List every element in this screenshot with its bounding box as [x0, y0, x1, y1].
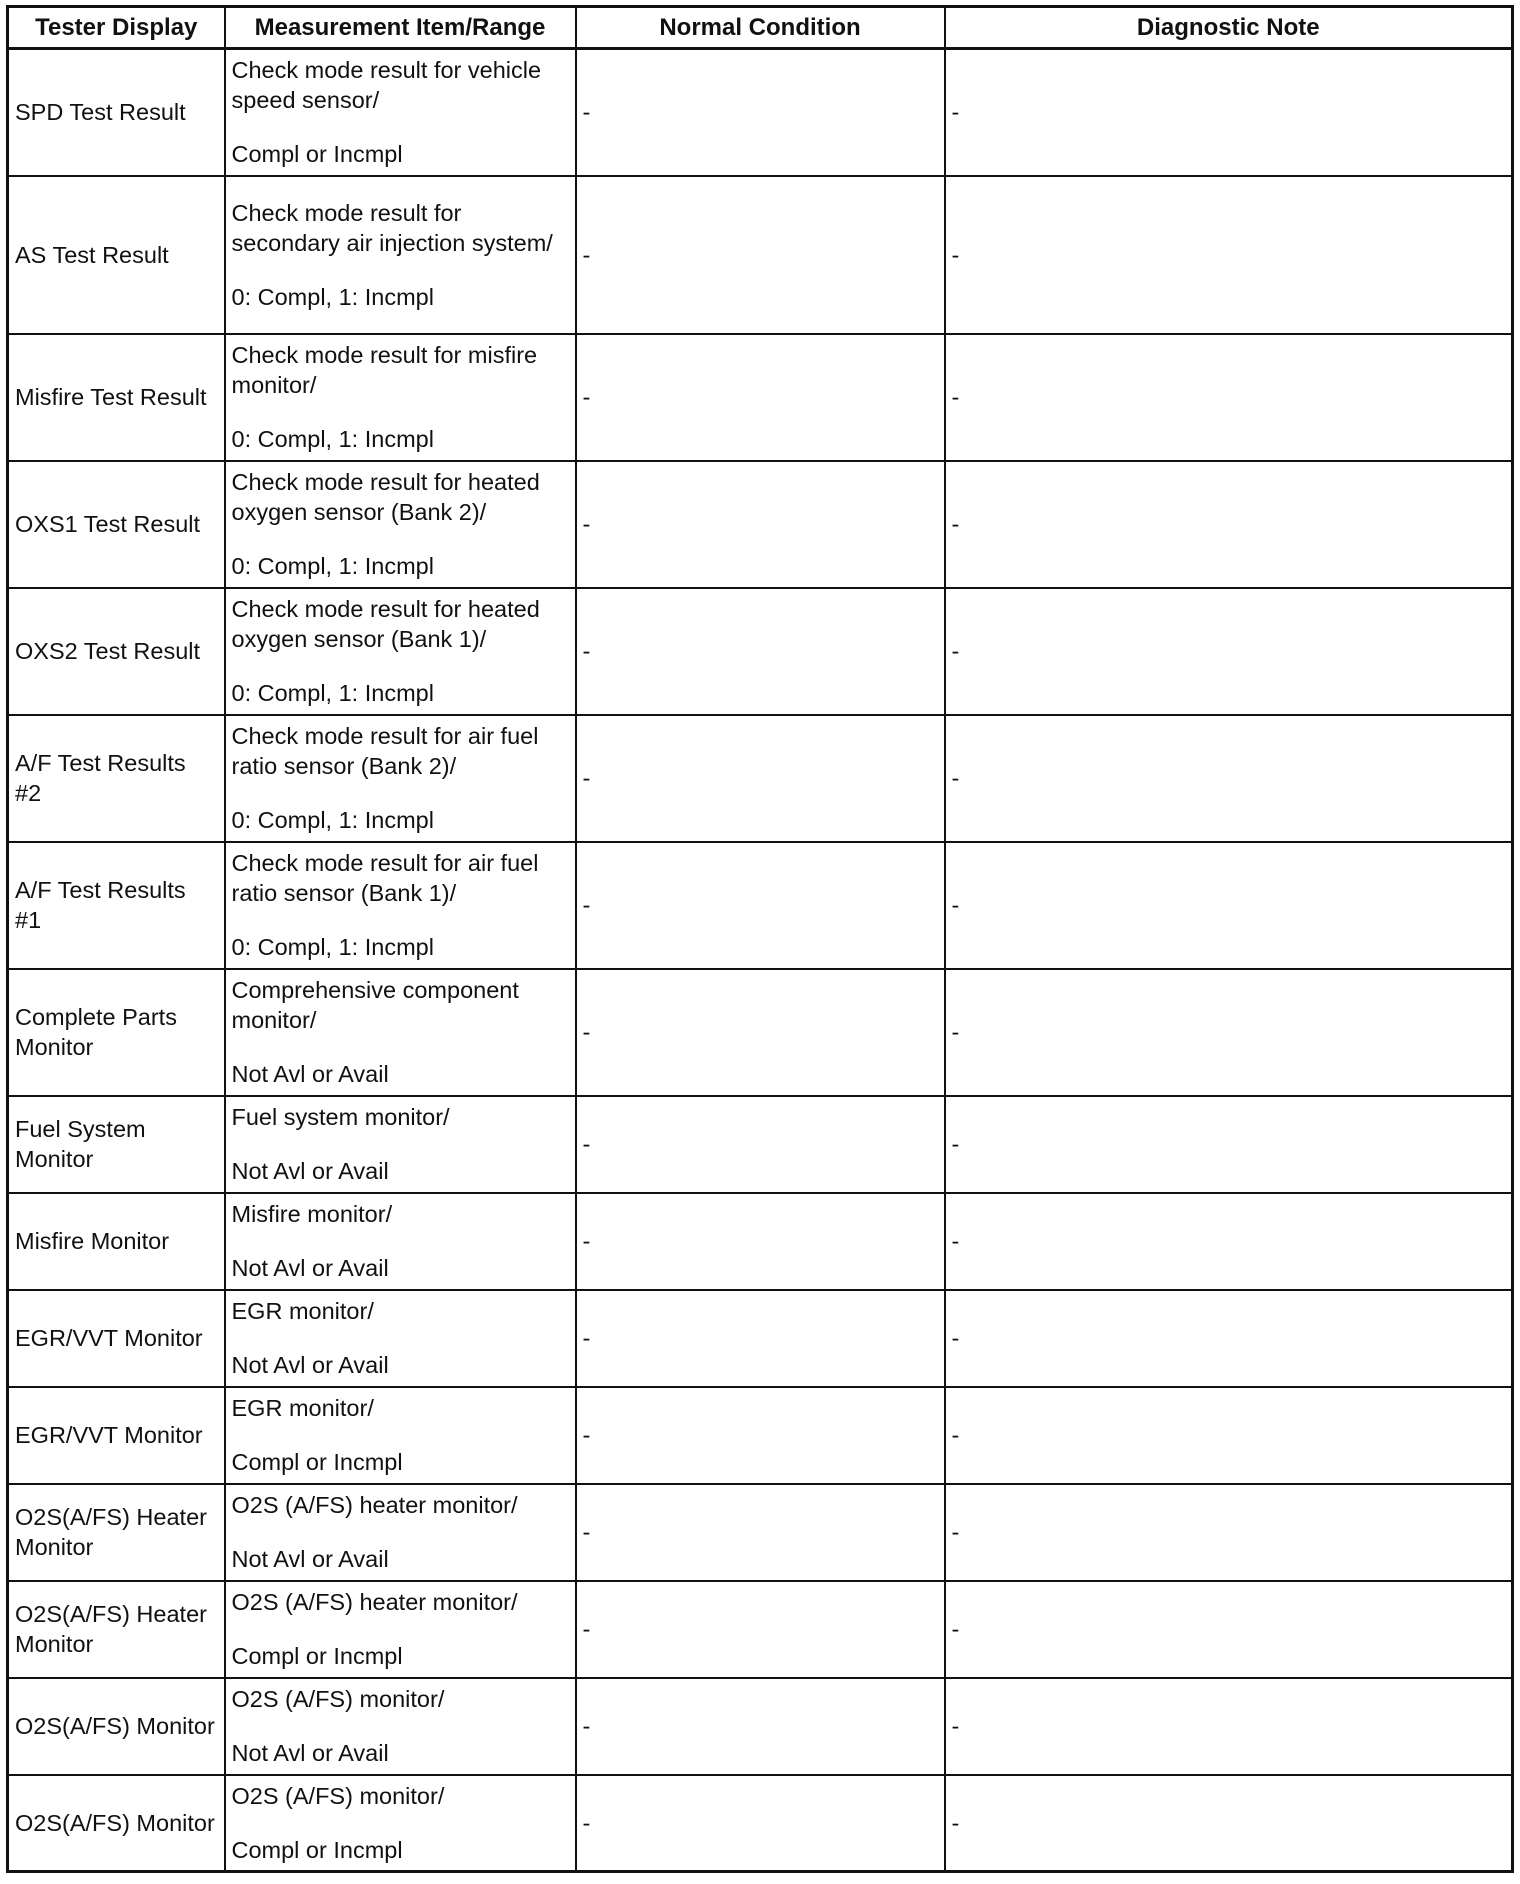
table-row — [8, 1678, 1513, 1775]
normal-condition-cell: - — [576, 588, 945, 715]
normal-condition-cell: - — [576, 1096, 945, 1193]
measurement-item-text: Check mode result for secondary air injection system/ — [231, 199, 553, 256]
diagnostic-note-cell: - — [945, 1775, 1513, 1872]
measurement-range-text: Not Avl or Avail — [231, 1546, 389, 1572]
tester-display-cell: EGR/VVT Monitor — [8, 1387, 225, 1484]
measurement-range-text: Not Avl or Avail — [231, 1740, 389, 1766]
diagnostic-note-cell: - — [945, 1096, 1513, 1193]
table-row — [8, 1581, 1513, 1678]
spacer — [232, 654, 569, 678]
diagnostic-note-cell: - — [945, 334, 1513, 461]
normal-condition-cell: - — [576, 1387, 945, 1484]
measurement-range-text: Compl or Incmpl — [231, 1449, 403, 1475]
tester-display-cell: OXS1 Test Result — [8, 461, 225, 588]
measurement-range-text: Compl or Incmpl — [231, 141, 403, 168]
tester-display-cell: O2S(A/FS) Heater Monitor — [8, 1484, 225, 1581]
tester-display-cell: AS Test Result — [8, 176, 225, 334]
normal-condition-cell: - — [576, 334, 945, 461]
spacer — [232, 400, 569, 424]
measurement-item-cell — [225, 461, 576, 588]
normal-condition-cell: - — [576, 1678, 945, 1775]
header-tester-display: Tester Display — [8, 7, 225, 49]
measurement-item-cell — [225, 1290, 576, 1387]
measurement-item-cell — [225, 969, 576, 1096]
measurement-item-text: Misfire monitor/ — [231, 1201, 393, 1227]
measurement-item-text: Check mode result for vehicle speed sensor/ — [231, 57, 542, 114]
data-list-table — [6, 5, 1514, 1873]
measurement-range-text: Compl or Incmpl — [231, 1643, 403, 1669]
spacer — [232, 1811, 569, 1835]
diagnostic-note-cell: - — [945, 1290, 1513, 1387]
spacer — [232, 908, 569, 932]
measurement-range-text: 0: Compl, 1: Incmpl — [231, 807, 434, 833]
measurement-item-text: Fuel system monitor/ — [231, 1104, 450, 1130]
measurement-item-cell — [225, 1387, 576, 1484]
table-row — [8, 1193, 1513, 1290]
spacer — [232, 781, 569, 805]
measurement-item-text: O2S (A/FS) monitor/ — [231, 1782, 445, 1809]
diagnostic-note-cell: - — [945, 1581, 1513, 1678]
measurement-item-cell — [225, 49, 576, 176]
spacer — [232, 1423, 569, 1447]
table-row — [8, 588, 1513, 715]
measurement-range-text: 0: Compl, 1: Incmpl — [231, 680, 434, 706]
tester-display-cell: O2S(A/FS) Monitor — [8, 1775, 225, 1872]
header-measurement-item: Measurement Item/Range — [225, 7, 576, 49]
measurement-item-cell — [225, 1678, 576, 1775]
measurement-item-cell — [225, 1096, 576, 1193]
table-row — [8, 969, 1513, 1096]
measurement-item-text: EGR monitor/ — [231, 1298, 374, 1324]
tester-display-cell: A/F Test Results #2 — [8, 715, 225, 842]
normal-condition-cell: - — [576, 1193, 945, 1290]
table-row — [8, 176, 1513, 334]
diagnostic-note-cell: - — [945, 461, 1513, 588]
measurement-range-text: Compl or Incmpl — [231, 1836, 403, 1863]
tester-display-cell: Fuel System Monitor — [8, 1096, 225, 1193]
table-row — [8, 1775, 1513, 1872]
diagnostic-note-cell: - — [945, 1387, 1513, 1484]
measurement-item-text: Check mode result for misfire monitor/ — [231, 342, 538, 398]
measurement-item-text: Check mode result for air fuel ratio sensor (Bank 2)/ — [231, 723, 539, 779]
tester-display-cell: A/F Test Results #1 — [8, 842, 225, 969]
tester-display-cell: EGR/VVT Monitor — [8, 1290, 225, 1387]
measurement-item-cell — [225, 334, 576, 461]
tester-display-cell: OXS2 Test Result — [8, 588, 225, 715]
tester-display-cell: SPD Test Result — [8, 49, 225, 176]
measurement-item-text: Check mode result for heated oxygen sensor (Bank 2)/ — [231, 469, 540, 525]
measurement-range-text: Not Avl or Avail — [231, 1352, 389, 1378]
measurement-item-text: O2S (A/FS) heater monitor/ — [231, 1589, 518, 1615]
normal-condition-cell: - — [576, 969, 945, 1096]
measurement-range-text: Not Avl or Avail — [231, 1061, 389, 1087]
measurement-item-cell — [225, 588, 576, 715]
spacer — [232, 115, 569, 139]
tester-display-cell: O2S(A/FS) Heater Monitor — [8, 1581, 225, 1678]
measurement-range-text: 0: Compl, 1: Incmpl — [231, 553, 434, 579]
measurement-range-text: 0: Compl, 1: Incmpl — [231, 283, 434, 310]
measurement-range-text: 0: Compl, 1: Incmpl — [231, 426, 434, 452]
table-row — [8, 1484, 1513, 1581]
table-row — [8, 461, 1513, 588]
measurement-item-text: Check mode result for heated oxygen sensor (Bank 1)/ — [231, 596, 540, 652]
measurement-item-text: Check mode result for air fuel ratio sensor (Bank 1)/ — [231, 850, 539, 906]
diagnostic-note-cell: - — [945, 1678, 1513, 1775]
spacer — [232, 1617, 569, 1641]
measurement-item-text: O2S (A/FS) monitor/ — [231, 1686, 445, 1712]
measurement-item-cell — [225, 176, 576, 334]
spacer — [232, 1132, 569, 1156]
table-row — [8, 334, 1513, 461]
table-header-row — [8, 7, 1513, 49]
measurement-item-text: Comprehensive component monitor/ — [231, 977, 519, 1033]
normal-condition-cell: - — [576, 176, 945, 334]
normal-condition-cell: - — [576, 461, 945, 588]
normal-condition-cell: - — [576, 1290, 945, 1387]
measurement-range-text: Not Avl or Avail — [231, 1255, 389, 1281]
normal-condition-cell: - — [576, 1581, 945, 1678]
table-row — [8, 1096, 1513, 1193]
diagnostic-note-cell: - — [945, 49, 1513, 176]
normal-condition-cell: - — [576, 842, 945, 969]
measurement-item-cell — [225, 1193, 576, 1290]
diagnostic-note-cell: - — [945, 842, 1513, 969]
measurement-item-text: O2S (A/FS) heater monitor/ — [231, 1492, 518, 1518]
normal-condition-cell: - — [576, 1775, 945, 1872]
tester-display-cell: Complete Parts Monitor — [8, 969, 225, 1096]
normal-condition-cell: - — [576, 715, 945, 842]
diagnostic-note-cell: - — [945, 588, 1513, 715]
spacer — [232, 1326, 569, 1350]
spacer — [232, 1714, 569, 1738]
table-row — [8, 715, 1513, 842]
header-diagnostic-note: Diagnostic Note — [945, 7, 1513, 49]
normal-condition-cell: - — [576, 49, 945, 176]
spacer — [232, 1520, 569, 1544]
measurement-item-cell — [225, 1775, 576, 1872]
diagnostic-note-cell: - — [945, 969, 1513, 1096]
diagnostic-note-cell: - — [945, 176, 1513, 334]
spacer — [232, 258, 569, 282]
diagnostic-note-cell: - — [945, 715, 1513, 842]
spacer — [232, 1229, 569, 1253]
measurement-range-text: Not Avl or Avail — [231, 1158, 389, 1184]
header-normal-condition: Normal Condition — [576, 7, 945, 49]
tester-display-cell: Misfire Test Result — [8, 334, 225, 461]
diagnostic-note-cell: - — [945, 1193, 1513, 1290]
table-row — [8, 49, 1513, 176]
tester-display-cell: O2S(A/FS) Monitor — [8, 1678, 225, 1775]
measurement-item-cell — [225, 715, 576, 842]
measurement-item-text: EGR monitor/ — [231, 1395, 374, 1421]
diagnostic-note-cell: - — [945, 1484, 1513, 1581]
tester-display-cell: Misfire Monitor — [8, 1193, 225, 1290]
measurement-item-cell — [225, 1581, 576, 1678]
measurement-item-cell — [225, 842, 576, 969]
measurement-range-text: 0: Compl, 1: Incmpl — [231, 934, 434, 960]
spacer — [232, 1035, 569, 1059]
table-body — [8, 49, 1513, 1872]
measurement-item-cell — [225, 1484, 576, 1581]
normal-condition-cell: - — [576, 1484, 945, 1581]
table-row — [8, 842, 1513, 969]
spacer — [232, 527, 569, 551]
table-row — [8, 1290, 1513, 1387]
table-row — [8, 1387, 1513, 1484]
